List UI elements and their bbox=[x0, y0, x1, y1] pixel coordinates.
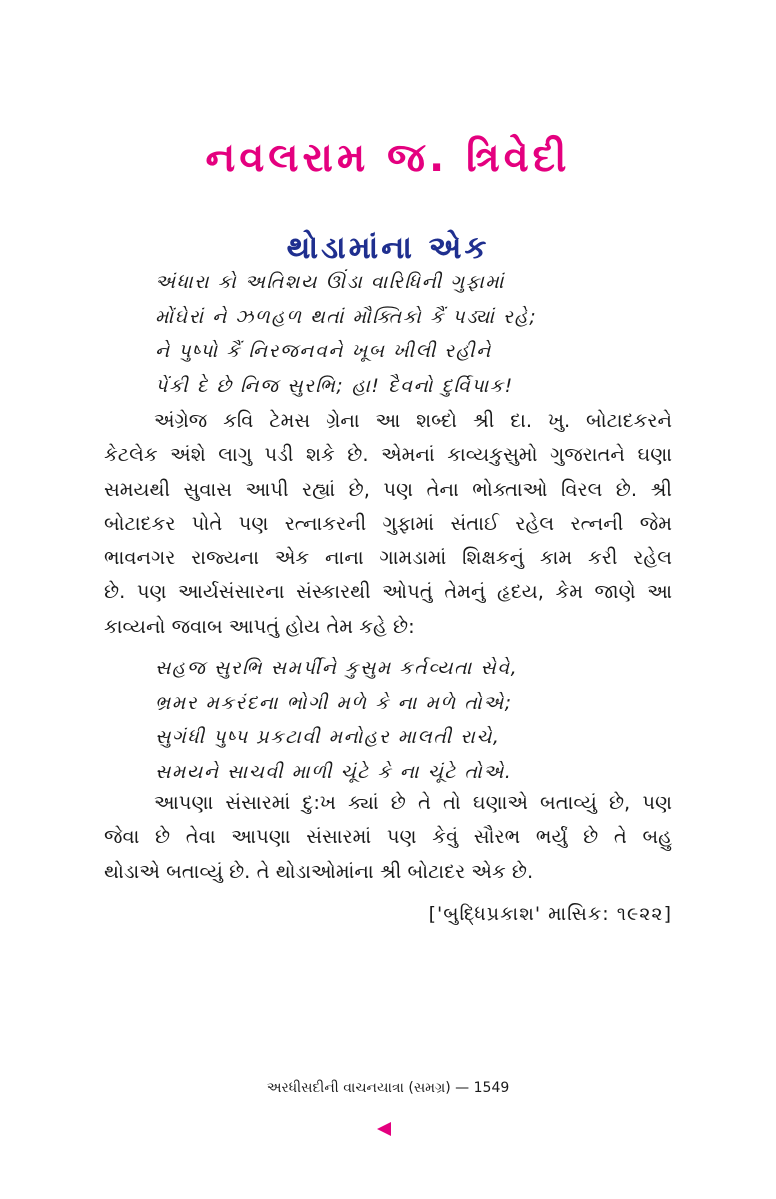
verse-line: સમયને સાચવી માળી ચૂંટે કે ના ચૂંટે તોએ. bbox=[155, 760, 513, 783]
paragraph-line: આપણા સંસારમાં દુ:ખ ક્યાં છે તે તો ઘણાએ બતાવ્યું છે, પણ bbox=[154, 791, 672, 814]
paragraph-1 bbox=[104, 404, 672, 644]
verse-line: અંધારા કો અતિશય ઊંડા વારિધિની ગુફામાં bbox=[155, 271, 505, 293]
page-footer: અરધીસદીની વાચનયાત્રા (સમગ્ર) — 1549 bbox=[266, 1080, 510, 1096]
paragraph-line: કેટલેક અંશે લાગુ પડી શકે છે. એમનાં કાવ્યકુસુમો ગુજરાતને ઘણા bbox=[104, 443, 672, 467]
verse-line: સહજ સુરભિ સમર્પીને કુસુમ કર્તવ્યતા સેવે, bbox=[155, 657, 519, 679]
essay-title: થોડામાંના એક bbox=[286, 229, 490, 266]
paragraph-line: સમયથી સુવાસ આપી રહ્યાં છે, પણ તેના ભોક્તાઓ વિરલ છે. શ્રી bbox=[104, 477, 672, 501]
opening-verse bbox=[155, 265, 695, 403]
verse-line: સુગંધી પુષ્પ પ્રકટાવી મનોહર માલતી રાચે, bbox=[155, 726, 501, 748]
verse-line: પેંકી દે છે નિજ સુરભિ; હા! દૈવનો દુર્વિપાક! bbox=[155, 374, 514, 397]
paragraph-line: બોટાદકર પોતે પણ રત્નાકરની ગુફામાં સંતાઈ રહેલ રત્નની જેમ bbox=[104, 511, 672, 535]
verse-line: ભ્રમર મકરંદના ભોગી મળે કે ના મળે તોએ; bbox=[155, 691, 513, 714]
paragraph-line: જેવા છે તેવા આપણા સંસારમાં પણ કેવું સૌરભ ભર્યું છે તે બહુ bbox=[104, 825, 672, 849]
quoted-verse bbox=[155, 651, 695, 789]
author-name: નવલરામ જ. ત્રિવેદી bbox=[205, 134, 571, 181]
paragraph-2 bbox=[104, 786, 672, 889]
paragraph-line: કાવ્યનો જવાબ આપતું હોય તેમ કહે છે: bbox=[104, 614, 415, 638]
verse-line: ને પુષ્પો કૈં નિરજનવને ખૂબ ખીલી રહીને bbox=[155, 340, 492, 362]
paragraph-line: થોડાએ બતાવ્યું છે. તે થોડાઓમાંના શ્રી બોટાદર એક છે. bbox=[104, 859, 534, 883]
previous-page-arrow-icon[interactable] bbox=[377, 1122, 391, 1136]
verse-line: મોંઘેરાં ને ઝળહળ થતાં મૌક્તિકો કૈં પડ્યાં રહે; bbox=[155, 305, 538, 328]
paragraph-line: અંગ્રેજ કવિ ટેમસ ગ્રેના આ શબ્દો શ્રી દા. ખુ. બોટાદકરને bbox=[154, 409, 672, 432]
paragraph-line: છે. પણ આર્યસંસારના સંસ્કારથી ઓપતું તેમનું હૃદય, કેમ જાણે આ bbox=[104, 580, 672, 604]
source-citation: ['બુદ્ધિપ્રકાશ' માસિક: ૧૯૨૨] bbox=[428, 903, 672, 925]
paragraph-line: ભાવનગર રાજ્યના એક નાના ગામડામાં શિક્ષકનું કામ કરી રહેલ bbox=[104, 546, 672, 570]
